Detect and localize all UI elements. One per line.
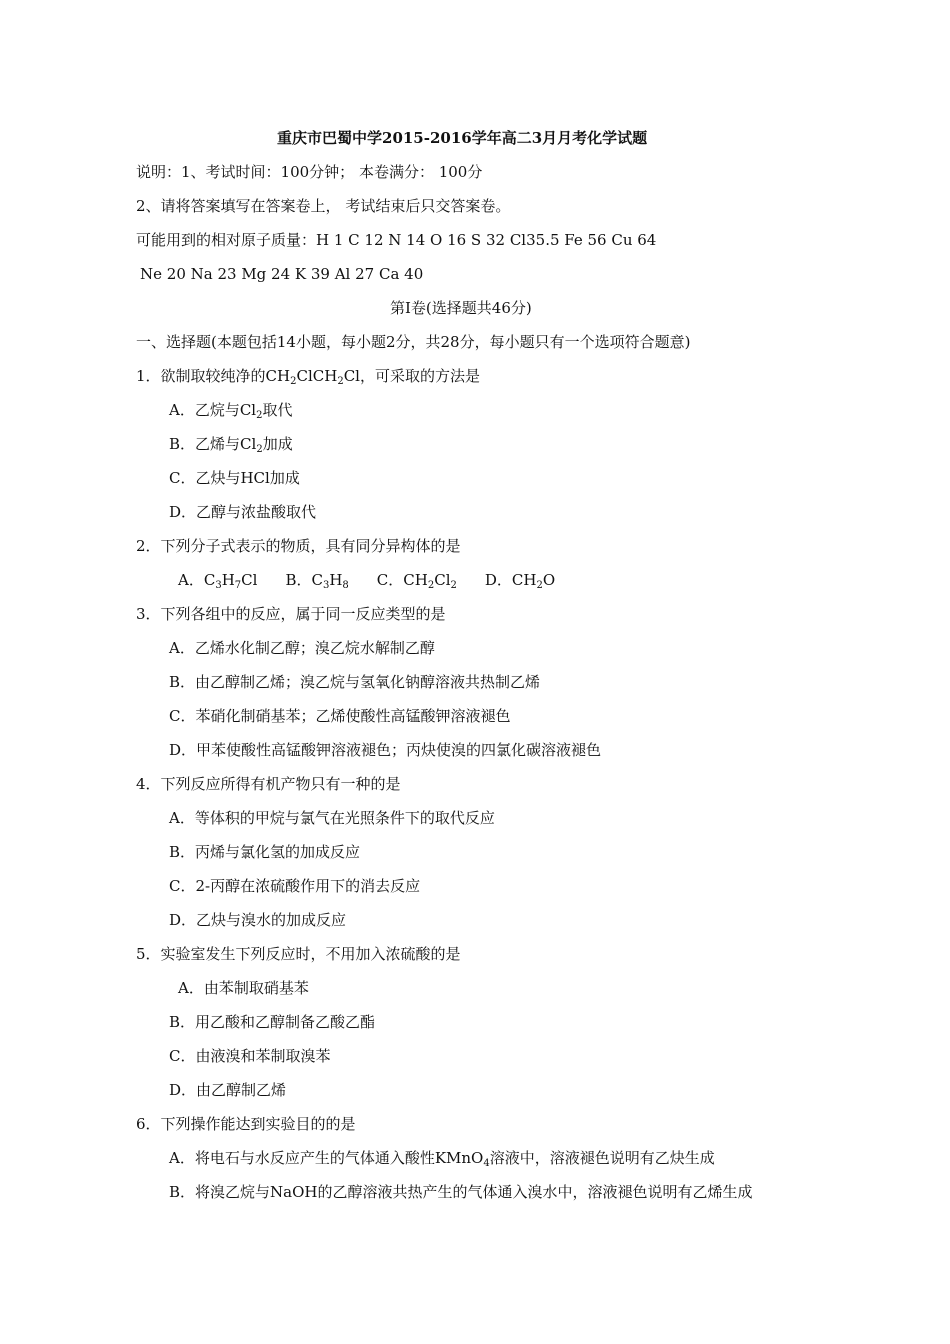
question-3-option-c: C．苯硝化制硝基苯；乙烯使酸性高锰酸钾溶液褪色 — [169, 707, 511, 725]
question-1-option-c: C．乙炔与HCl加成 — [169, 469, 300, 487]
question-4-option-d: D．乙炔与溴水的加成反应 — [169, 911, 347, 929]
question-1-stem: 1．欲制取较纯净的$CH_2ClCH_2Cl$，可采取的方法是 — [136, 367, 480, 387]
question-3-option-a: A．乙烯水化制乙醇；溴乙烷水解制乙醇 — [169, 639, 435, 657]
question-4-option-a: A．等体积的甲烷与氯气在光照条件下的取代反应 — [169, 809, 495, 827]
question-5-option-b: B．用乙酸和乙醇制备乙酸乙酯 — [169, 1013, 376, 1031]
question-1-option-d: D．乙醇与浓盐酸取代 — [169, 503, 317, 521]
exam-note-answer: 2、请将答案填写在答案卷上， 考试结束后只交答案卷。 — [136, 197, 511, 215]
question-4-option-b: B．丙烯与氯化氢的加成反应 — [169, 843, 361, 861]
question-5-option-a: A．由苯制取硝基苯 — [178, 979, 309, 997]
question-3-option-b: B．由乙醇制乙烯；溴乙烷与氢氧化钠醇溶液共热制乙烯 — [169, 673, 541, 691]
question-6-option-a: A．将电石与水反应产生的气体通入酸性KMnO$_4$溶液中，溶液褪色说明有乙炔生成 — [169, 1149, 715, 1169]
question-4-option-c: C．2-丙醇在浓硫酸作用下的消去反应 — [169, 877, 421, 895]
question-2-option-d: D．$CH_2O$ — [484, 571, 556, 591]
question-2-option-c: C．$CH_2Cl_2$ — [376, 571, 457, 591]
question-3-stem: 3．下列各组中的反应，属于同一反应类型的是 — [136, 605, 446, 623]
question-2-stem: 2．下列分子式表示的物质，具有同分异构体的是 — [136, 537, 461, 555]
question-1-option-a: A．乙烷与$Cl_2$取代 — [169, 401, 293, 421]
question-5-stem: 5．实验室发生下列反应时，不用加入浓硫酸的是 — [136, 945, 461, 963]
question-1-option-b: B．乙烯与$Cl_2$加成 — [169, 435, 293, 455]
page-title: 重庆市巴蜀中学2015-2016学年高二3月月考化学试题 — [277, 129, 648, 147]
section-title: 一、选择题(本题包括14小题，每小题2分，共28分，每小题只有一个选项符合题意) — [136, 333, 691, 351]
question-6-stem: 6．下列操作能达到实验目的的是 — [136, 1115, 356, 1133]
question-2-option-a: A．$C_3H_7Cl$ — [178, 571, 258, 591]
exam-note-time: 说明：1、考试时间：100分钟； 本卷满分： 100分 — [136, 163, 483, 181]
question-3-option-d: D．甲苯使酸性高锰酸钾溶液褪色；丙炔使溴的四氯化碳溶液褪色 — [169, 741, 602, 759]
atomic-masses-line-2: Ne 20 Na 23 Mg 24 K 39 Al 27 Ca 40 — [140, 265, 424, 283]
atomic-masses-line-1: 可能用到的相对原子质量：H 1 C 12 N 14 O 16 S 32 Cl35.5 Fe 56 Cu 64 — [136, 231, 657, 249]
question-6-option-b: B．将溴乙烷与NaOH的乙醇溶液共热产生的气体通入溴水中，溶液褪色说明有乙烯生成 — [169, 1183, 753, 1201]
volume-title: 第Ⅰ卷(选择题共46分) — [390, 299, 532, 317]
question-5-option-c: C．由液溴和苯制取溴苯 — [169, 1047, 331, 1065]
question-2-options — [178, 570, 555, 590]
question-5-option-d: D．由乙醇制乙烯 — [169, 1081, 287, 1099]
question-4-stem: 4．下列反应所得有机产物只有一种的是 — [136, 775, 401, 793]
question-2-option-b: B．$C_3H_8$ — [285, 571, 349, 591]
